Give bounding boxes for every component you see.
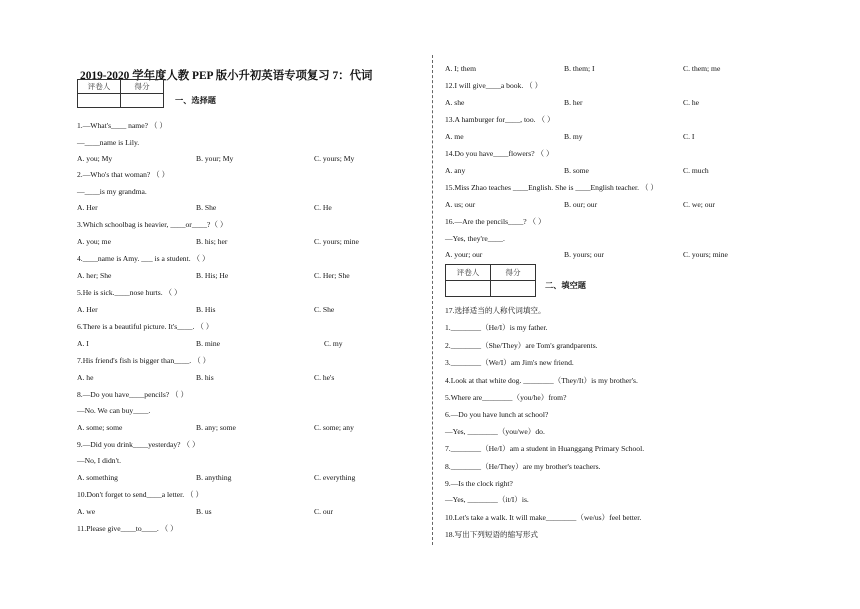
score-table-header-score: 得分 bbox=[491, 265, 536, 281]
fill-item-9: 9.—Is the clock right? bbox=[445, 479, 513, 488]
option-a: A. me bbox=[445, 132, 464, 141]
question-1-answer: —____name is Lily. bbox=[77, 138, 140, 147]
question-10: 10.Don't forget to send____a letter. （ ） bbox=[77, 490, 204, 499]
option-b: B. our; our bbox=[564, 200, 598, 209]
question-12: 12.I will give____a book. （ ） bbox=[445, 81, 543, 90]
option-c: C. yours; mine bbox=[314, 237, 359, 246]
option-b: B. some bbox=[564, 166, 589, 175]
option-c: C. Her; She bbox=[314, 271, 350, 280]
option-c: C. I bbox=[683, 132, 695, 141]
option-c: C. them; me bbox=[683, 64, 721, 73]
option-b: B. She bbox=[196, 203, 217, 212]
option-a: A. any bbox=[445, 166, 466, 175]
option-c: C. much bbox=[683, 166, 709, 175]
option-b: B. us bbox=[196, 507, 212, 516]
option-b: B. his bbox=[196, 373, 214, 382]
option-b: B. your; My bbox=[196, 154, 234, 163]
option-b: B. His; He bbox=[196, 271, 229, 280]
option-a: A. some; some bbox=[77, 423, 123, 432]
option-c: C. we; our bbox=[683, 200, 715, 209]
option-c: C. my bbox=[324, 339, 343, 348]
column-divider bbox=[432, 55, 433, 545]
question-5: 5.He is sick.____nose hurts. （ ） bbox=[77, 288, 182, 297]
option-c: C. he bbox=[683, 98, 700, 107]
option-b: B. my bbox=[564, 132, 583, 141]
score-cell-score[interactable] bbox=[491, 281, 536, 297]
option-b: B. mine bbox=[196, 339, 221, 348]
question-7: 7.His friend's fish is bigger than____. （ ） bbox=[77, 356, 211, 365]
option-c: C. yours; My bbox=[314, 154, 355, 163]
fill-item-9-answer: —Yes, ________（it/I）is. bbox=[445, 495, 529, 504]
question-3: 3.Which schoolbag is heavier, ____or____?（ ） bbox=[77, 220, 228, 229]
question-15: 15.Miss Zhao teaches ____English. She is ____English teacher. （ ） bbox=[445, 183, 659, 192]
question-4: 4.____name is Amy. ___ is a student. （ ） bbox=[77, 254, 210, 263]
option-a: A. us; our bbox=[445, 200, 476, 209]
option-b: B. yours; our bbox=[564, 250, 604, 259]
question-16-answer: —Yes, they're____. bbox=[445, 234, 505, 243]
section-heading-choice: 一、选择题 bbox=[175, 96, 216, 105]
score-cell-grader[interactable] bbox=[78, 94, 121, 108]
score-cell-score[interactable] bbox=[121, 94, 164, 108]
question-8: 8.—Do you have____pencils? （ ） bbox=[77, 390, 189, 399]
fill-item-6: 6.—Do you have lunch at school? bbox=[445, 410, 549, 419]
option-b: B. her bbox=[564, 98, 583, 107]
score-table bbox=[77, 79, 164, 108]
score-table-header-grader: 评卷人 bbox=[446, 265, 491, 281]
question-6: 6.There is a beautiful picture. It's____. （ ） bbox=[77, 322, 214, 331]
question-13: 13.A hamburger for____, too. （ ） bbox=[445, 115, 555, 124]
option-a: A. her; She bbox=[77, 271, 112, 280]
option-a: A. Her bbox=[77, 305, 98, 314]
score-table-header-grader: 评卷人 bbox=[78, 80, 121, 94]
option-a: A. he bbox=[77, 373, 94, 382]
option-c: C. She bbox=[314, 305, 335, 314]
option-a: A. something bbox=[77, 473, 118, 482]
fill-item-4: 4.Look at that white dog. ________（They/It）is my brother's. bbox=[445, 376, 638, 385]
question-14: 14.Do you have____flowers? （ ） bbox=[445, 149, 554, 158]
question-11: 11.Please give____to____. （ ） bbox=[77, 524, 178, 533]
fill-item-2: 2.________（She/They）are Tom's grandparents. bbox=[445, 341, 598, 350]
option-c: C. everything bbox=[314, 473, 356, 482]
option-b: B. His bbox=[196, 305, 216, 314]
option-b: B. any; some bbox=[196, 423, 236, 432]
question-18: 18.写出下列短语的缩写形式 bbox=[445, 530, 539, 539]
option-b: B. anything bbox=[196, 473, 232, 482]
page-title: 2019-2020 学年度人教 PEP 版小升初英语专项复习 7：代词 bbox=[80, 70, 373, 82]
question-9: 9.—Did you drink____yesterday? （ ） bbox=[77, 440, 200, 449]
score-cell-grader[interactable] bbox=[446, 281, 491, 297]
option-b: B. his; her bbox=[196, 237, 228, 246]
fill-item-10: 10.Let's take a walk. It will make________（we/us）feel better. bbox=[445, 513, 642, 522]
option-a: A. you; me bbox=[77, 237, 111, 246]
fill-item-6-answer: —Yes, ________（you/we）do. bbox=[445, 427, 545, 436]
fill-item-1: 1.________（He/I）is my father. bbox=[445, 323, 548, 332]
option-a: A. I bbox=[77, 339, 89, 348]
question-9-answer: —No, I didn't. bbox=[77, 456, 121, 465]
question-2-answer: —____is my grandma. bbox=[77, 187, 147, 196]
option-c: C. he's bbox=[314, 373, 335, 382]
fill-item-8: 8.________（He/They）are my brother's teachers. bbox=[445, 462, 601, 471]
option-c: C. our bbox=[314, 507, 333, 516]
option-a: A. your; our bbox=[445, 250, 483, 259]
score-table bbox=[445, 264, 536, 297]
question-2: 2.—Who's that woman? （ ） bbox=[77, 170, 170, 179]
option-c: C. yours; mine bbox=[683, 250, 728, 259]
section-heading-fill: 二、填空题 bbox=[545, 281, 586, 290]
question-8-answer: —No. We can buy____. bbox=[77, 406, 151, 415]
question-1: 1.—What's____ name? （ ） bbox=[77, 121, 167, 130]
question-17: 17.选择适当的人称代词填空。 bbox=[445, 306, 546, 315]
option-a: A. we bbox=[77, 507, 96, 516]
option-a: A. she bbox=[445, 98, 465, 107]
score-table-header-score: 得分 bbox=[121, 80, 164, 94]
fill-item-5: 5.Where are________（you/he）from? bbox=[445, 393, 567, 402]
option-a: A. Her bbox=[77, 203, 98, 212]
fill-item-7: 7.________（He/I）am a student in Huanggang Primary School. bbox=[445, 444, 645, 453]
fill-item-3: 3.________（We/I）am Jim's new friend. bbox=[445, 358, 574, 367]
question-16: 16.—Are the pencils____? （ ） bbox=[445, 217, 546, 226]
option-c: C. He bbox=[314, 203, 332, 212]
option-a: A. you; My bbox=[77, 154, 113, 163]
option-b: B. them; I bbox=[564, 64, 595, 73]
option-c: C. some; any bbox=[314, 423, 354, 432]
option-a: A. I; them bbox=[445, 64, 477, 73]
